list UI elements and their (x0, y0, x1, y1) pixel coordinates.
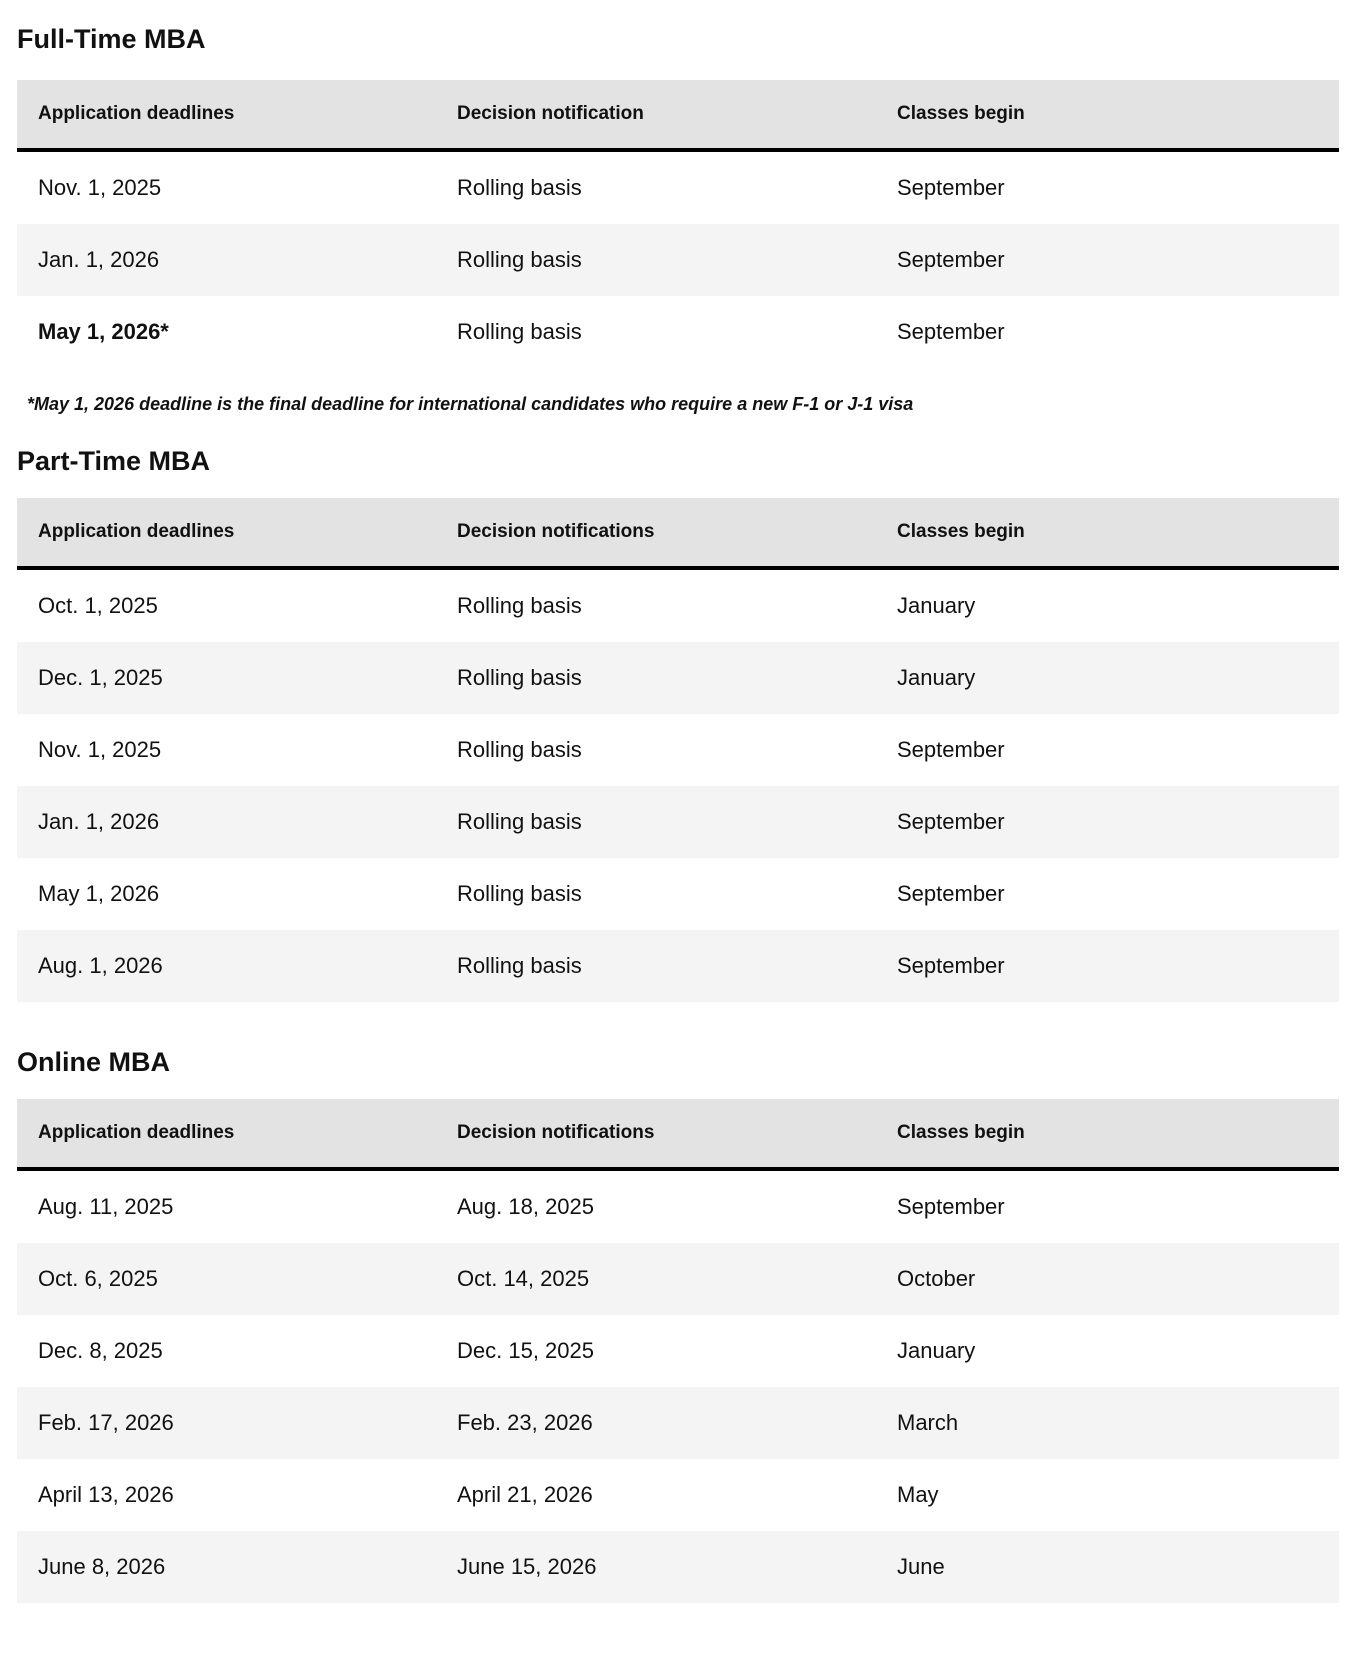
deadline-cell: Nov. 1, 2025 (38, 737, 162, 762)
classes-begin-cell: January (897, 593, 976, 618)
deadline-cell: Oct. 1, 2025 (38, 593, 158, 618)
classes-begin-cell: September (897, 319, 1005, 344)
table-row (17, 714, 1339, 786)
table-row (17, 570, 1339, 642)
table-header (17, 1099, 1339, 1171)
classes-begin-cell: March (897, 1410, 959, 1435)
decision-cell: Rolling basis (457, 737, 582, 762)
header-decision-notifications: Decision notifications (457, 1122, 655, 1143)
decision-cell: Oct. 14, 2025 (457, 1266, 590, 1291)
classes-begin-cell: January (897, 665, 976, 690)
table-header (17, 80, 1339, 152)
table-row (17, 642, 1339, 714)
classes-begin-cell: October (897, 1266, 976, 1291)
deadline-cell: June 8, 2026 (38, 1554, 166, 1579)
table-row (17, 1387, 1339, 1459)
header-application-deadlines: Application deadlines (38, 521, 235, 542)
table-header (17, 498, 1339, 570)
table-row (17, 786, 1339, 858)
header-application-deadlines: Application deadlines (38, 1122, 235, 1143)
decision-cell: Rolling basis (457, 593, 582, 618)
decision-cell: Rolling basis (457, 175, 582, 200)
decision-cell: April 21, 2026 (457, 1482, 593, 1507)
header-classes-begin: Classes begin (897, 1122, 1025, 1143)
decision-cell: Dec. 15, 2025 (457, 1338, 594, 1363)
classes-begin-cell: September (897, 809, 1005, 834)
decision-cell: June 15, 2026 (457, 1554, 597, 1579)
table-row (17, 858, 1339, 930)
table-row (17, 1459, 1339, 1531)
decision-cell: Rolling basis (457, 809, 582, 834)
decision-cell: Feb. 23, 2026 (457, 1410, 593, 1435)
header-decision-notification: Decision notification (457, 103, 644, 124)
deadline-cell: Aug. 1, 2026 (38, 953, 163, 978)
deadline-cell: Nov. 1, 2025 (38, 175, 162, 200)
table-row (17, 152, 1339, 224)
classes-begin-cell: January (897, 1338, 976, 1363)
table-row (17, 1531, 1339, 1603)
decision-cell: Rolling basis (457, 665, 582, 690)
classes-begin-cell: September (897, 247, 1005, 272)
classes-begin-cell: September (897, 953, 1005, 978)
table-row (17, 1243, 1339, 1315)
classes-begin-cell: September (897, 737, 1005, 762)
table-row (17, 224, 1339, 296)
deadline-cell: Feb. 17, 2026 (38, 1410, 174, 1435)
deadline-cell: May 1, 2026 (38, 881, 160, 906)
classes-begin-cell: September (897, 1194, 1005, 1219)
deadline-cell: Jan. 1, 2026 (38, 809, 160, 834)
header-classes-begin: Classes begin (897, 521, 1025, 542)
deadline-cell: Dec. 8, 2025 (38, 1338, 163, 1363)
table-row (17, 1315, 1339, 1387)
parttime-mba-title: Part-Time MBA (17, 446, 211, 476)
table-row (17, 930, 1339, 1002)
deadline-cell: May 1, 2026* (38, 319, 169, 344)
decision-cell: Rolling basis (457, 247, 582, 272)
fulltime-mba-table (17, 80, 1339, 368)
table-row (17, 296, 1339, 368)
classes-begin-cell: May (897, 1482, 939, 1507)
online-mba-table (17, 1099, 1339, 1603)
classes-begin-cell: September (897, 881, 1005, 906)
visa-footnote: *May 1, 2026 deadline is the final deadline for international candidates who require a new F-1 or J-1 visa (27, 393, 914, 414)
table-row (17, 1171, 1339, 1243)
header-decision-notifications: Decision notifications (457, 521, 655, 542)
deadline-cell: Dec. 1, 2025 (38, 665, 163, 690)
deadline-cell: Jan. 1, 2026 (38, 247, 160, 272)
decision-cell: Rolling basis (457, 881, 582, 906)
parttime-mba-table (17, 498, 1339, 1002)
classes-begin-cell: June (897, 1554, 945, 1579)
decision-cell: Rolling basis (457, 953, 582, 978)
decision-cell: Rolling basis (457, 319, 582, 344)
header-application-deadlines: Application deadlines (38, 103, 235, 124)
online-mba-title: Online MBA (17, 1047, 170, 1077)
classes-begin-cell: September (897, 175, 1005, 200)
decision-cell: Aug. 18, 2025 (457, 1194, 595, 1219)
deadline-cell: April 13, 2026 (38, 1482, 174, 1507)
fulltime-mba-title: Full-Time MBA (17, 24, 206, 54)
deadline-cell: Aug. 11, 2025 (38, 1194, 174, 1219)
deadline-cell: Oct. 6, 2025 (38, 1266, 158, 1291)
header-classes-begin: Classes begin (897, 103, 1025, 124)
